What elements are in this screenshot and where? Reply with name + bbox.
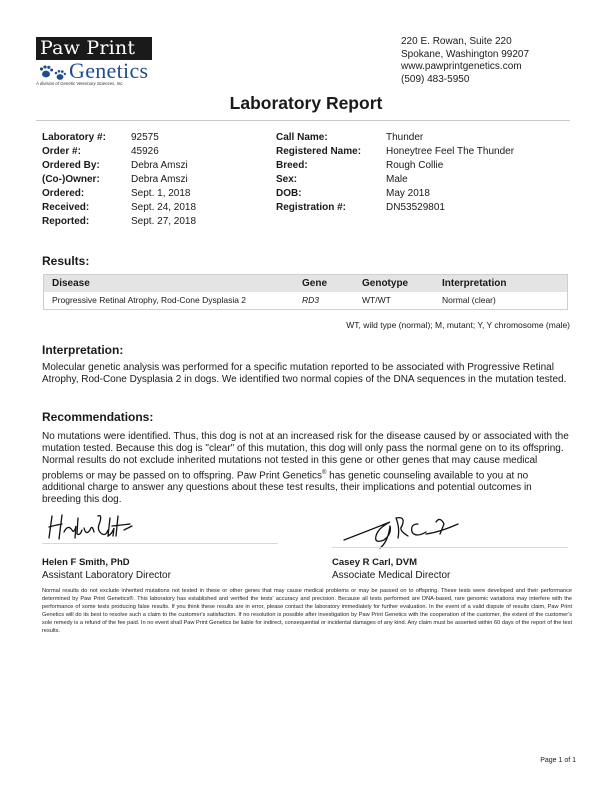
signatory-name: Casey R Carl, DVM [332, 557, 418, 568]
info-label: Ordered: [42, 188, 85, 199]
disease-cell: Progressive Retinal Atrophy, Rod-Cone Dysplasia 2 [52, 295, 247, 305]
registered-name: Honeytree Feel The Thunder [386, 146, 515, 157]
signatory-name: Helen F Smith, PhD [42, 557, 130, 568]
table-header-row [44, 275, 567, 292]
info-label: Registered Name: [276, 146, 362, 157]
website-link[interactable]: www.pawprintgenetics.com [401, 61, 522, 72]
report-title: Laboratory Report [229, 93, 383, 113]
info-label: Sex: [276, 174, 298, 185]
info-left-labels [42, 131, 132, 229]
table-row [44, 292, 567, 309]
logo-wordmark-top: Paw Print [36, 37, 152, 60]
info-label: (Co-)Owner: [42, 174, 100, 185]
signatory-title: Assistant Laboratory Director [42, 570, 171, 581]
ordered-by: Debra Amszi [131, 160, 188, 171]
ordered-date: Sept. 1, 2018 [131, 188, 191, 199]
paw-prints-icon [38, 62, 70, 82]
info-right-values [386, 131, 566, 215]
signature-line-right [332, 547, 568, 548]
column-header-interpretation: Interpretation [442, 278, 507, 289]
interpretation-text: Molecular genetic analysis was performed for a specific mutation reported to be associated with Progressive Retinal Atrophy, Rod-Cone Dysplasia 2 in dogs. We identified two normal copies of the DNA sequences in the mutation tested. [42, 362, 567, 385]
info-label: Ordered By: [42, 160, 100, 171]
interpretation-heading: Interpretation: [42, 343, 124, 357]
address-line1: 220 E. Rowan, Suite 220 [401, 36, 512, 47]
address-line2: Spokane, Washington 99207 [401, 48, 530, 60]
info-label: Received: [42, 202, 90, 213]
date-of-birth: May 2018 [386, 188, 430, 199]
helen-smith-signature [46, 512, 138, 542]
column-header-disease: Disease [52, 278, 90, 289]
registration-number: DN53529801 [386, 202, 445, 213]
column-header-genotype: Genotype [362, 278, 409, 289]
recommendations-heading: Recommendations: [42, 410, 154, 424]
results-heading: Results: [42, 254, 90, 268]
registered-mark: ® [321, 470, 327, 476]
info-label: Order #: [42, 146, 81, 157]
info-label: DOB: [276, 188, 302, 199]
logo-tagline: A division of Genetic Veterinary Sciences, Inc. [36, 81, 124, 86]
order-number: 45926 [131, 146, 159, 157]
info-left-values [131, 131, 271, 229]
lab-address [401, 36, 529, 86]
phone-number: (509) 483-5950 [401, 73, 470, 85]
recommendations-text-b: has genetic counseling available to you at no additional charge to answer any questions about these test results, their implications and potential outcomes in breeding this dog. [42, 470, 532, 506]
info-label: Reported: [42, 216, 90, 227]
breed: Rough Collie [386, 160, 444, 171]
signatory-title: Associate Medical Director [332, 570, 451, 581]
interpretation-cell: Normal (clear) [442, 295, 496, 305]
received-date: Sept. 24, 2018 [131, 202, 197, 213]
genotype-legend: WT, wild type (normal); M, mutant; Y, Y chromosome (male) [346, 320, 570, 330]
results-table [43, 274, 568, 310]
signatory-right [332, 557, 450, 581]
info-label: Breed: [276, 160, 308, 171]
gene-cell: RD3 [302, 295, 320, 305]
reported-date: Sept. 27, 2018 [131, 216, 197, 227]
column-header-gene: Gene [302, 278, 328, 289]
laboratory-number: 92575 [131, 132, 159, 143]
call-name: Thunder [386, 132, 424, 143]
sex: Male [386, 174, 408, 185]
genotype-cell: WT/WT [362, 295, 391, 305]
legal-disclaimer: Normal results do not exclude inherited mutations not tested in these or other genes that may cause medical problems or may be passed on to offspring. These tests were developed and their performance determined by Paw Print Genetics®. This laboratory has established and verified the tests' accuracy and precision. Because all tests performed are DNA-based, rare genomic variations may interfere with the performance of some tests producing false results. If you think these results are in error, please contact the laboratory immediately for further evaluation. In the event of a valid dispute of results claim, Paw Print Genetics will do its best to resolve such a claim to the customer's satisfaction. If no resolution is possible after investigation by Paw Print Genetics with the cooperation of the customer, the extent of the customer's sole remedy is a refund of the fee paid. In no event shall Paw Print Genetics be liable for indirect, consequential or incidental damages of any kind. Any claim must be asserted within 60 days of the report of the test results. [42, 588, 572, 634]
casey-carl-signature [340, 512, 470, 550]
recommendations-text-a: No mutations were identified. Thus, this dog is not at an increased risk for the disease caused by or associated with the mutation tested. Because this dog is "clear" of this mutation, this dog will only pass the normal gene on to its offspring. Normal results do not exclude inherited mutations not tested in this gene or other genes that may cause medical problems or may be passed on to offspring. Paw Print Genetics [42, 431, 569, 482]
recommendations-text [42, 431, 572, 506]
info-label: Laboratory #: [42, 132, 106, 143]
info-label: Call Name: [276, 132, 328, 143]
header-divider [36, 120, 570, 121]
info-label: Registration #: [276, 202, 347, 213]
page-number: Page 1 of 1 [540, 757, 576, 764]
logo-wordmark-bottom: Genetics [69, 58, 149, 83]
signature-line-left [42, 543, 278, 544]
paw-print-genetics-logo [36, 37, 154, 89]
signatory-left [42, 557, 171, 581]
info-right-labels [276, 131, 386, 215]
co-owner: Debra Amszi [131, 174, 188, 185]
